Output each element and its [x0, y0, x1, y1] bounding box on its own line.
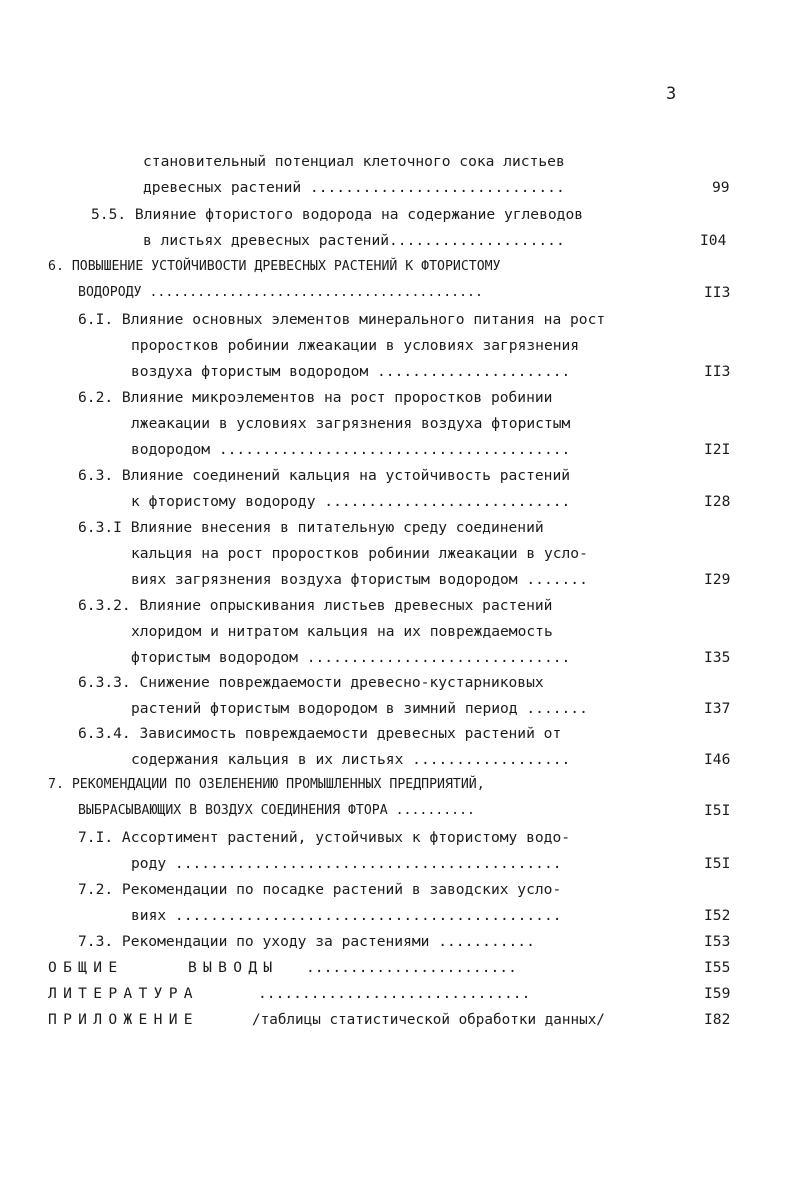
toc-line: хлоридом и нитратом кальция на их повреждаемость	[131, 623, 553, 640]
toc-chapter-title: ВЫВОДЫ	[188, 959, 279, 976]
toc-page-number: I82	[704, 1011, 731, 1028]
toc-line: 6.3.4. Зависимость повреждаемости древесных растений от	[78, 725, 562, 742]
toc-line: 6.3.3. Снижение повреждаемости древесно-кустарниковых	[78, 674, 544, 691]
toc-line: 6.3.I Влияние внесения в питательную среду соединений	[78, 519, 544, 536]
toc-line: роду ............................................	[131, 855, 562, 872]
toc-line: фтористым водородом ..............................	[131, 649, 571, 666]
toc-line: 6.I. Влияние основных элементов минерального питания на рост	[78, 311, 606, 328]
toc-page-number: I04	[700, 232, 727, 249]
toc-line: 7.I. Ассортимент растений, устойчивых к фтористому водо-	[78, 829, 571, 846]
toc-line: к фтористому водороду ............................	[131, 493, 571, 510]
toc-chapter-title: ЛИТЕРАТУРА	[48, 985, 199, 1002]
toc-page-number: I46	[704, 751, 731, 768]
toc-line: проростков робинии лжеакации в условиях загрязнения	[131, 337, 580, 354]
toc-page-number: I2I	[704, 441, 731, 458]
toc-chapter-title: ОБЩИЕ	[48, 959, 124, 976]
toc-page-number: I37	[704, 700, 731, 717]
toc-section-heading: 6. ПОВЫШЕНИЕ УСТОЙЧИВОСТИ ДРЕВЕСНЫХ РАСТЕНИЙ К ФТОРИСТОМУ	[48, 259, 501, 274]
toc-line: содержания кальция в их листьях ..................	[131, 751, 571, 768]
toc-page-number: 99	[712, 179, 730, 196]
toc-line: 5.5. Влияние фтористого водорода на содержание углеводов	[91, 206, 584, 223]
toc-line: воздуха фтористым водородом ......................	[131, 363, 571, 380]
toc-section-heading: ВЫБРАСЫВАЮЩИХ В ВОЗДУХ СОЕДИНЕНИЯ ФТОРА ..........	[78, 803, 475, 818]
toc-line: 7.2. Рекомендации по посадке растений в заводских усло-	[78, 881, 562, 898]
toc-page-number: I35	[704, 649, 731, 666]
toc-page-number: II3	[704, 284, 731, 301]
toc-line: в листьях древесных растений....................	[143, 232, 565, 249]
toc-line: 6.3. Влияние соединений кальция на устойчивость растений	[78, 467, 571, 484]
toc-line: растений фтористым водородом в зимний период .......	[131, 700, 588, 717]
toc-page-number: I59	[704, 985, 731, 1002]
toc-leader-dots: ...............................	[258, 985, 531, 1002]
page-number: 3	[666, 84, 677, 104]
toc-line: кальция на рост проростков робинии лжеакации в усло-	[131, 545, 588, 562]
toc-line: лжеакации в условиях загрязнения воздуха фтористым	[131, 415, 571, 432]
toc-page-number: II3	[704, 363, 731, 380]
toc-page-number: I52	[704, 907, 731, 924]
toc-line: виях загрязнения воздуха фтористым водородом .......	[131, 571, 588, 588]
toc-page-number: I29	[704, 571, 731, 588]
toc-page-number: I5I	[704, 855, 731, 872]
toc-page-number: I53	[704, 933, 731, 950]
toc-page-number: I28	[704, 493, 731, 510]
toc-section-heading: 7. РЕКОМЕНДАЦИИ ПО ОЗЕЛЕНЕНИЮ ПРОМЫШЛЕННЫХ ПРЕДПРИЯТИЙ,	[48, 777, 485, 792]
toc-line: 6.2. Влияние микроэлементов на рост проростков робинии	[78, 389, 553, 406]
toc-line: водородом ........................................	[131, 441, 571, 458]
toc-chapter-title: ПРИЛОЖЕНИЕ	[48, 1011, 199, 1028]
toc-line: виях ............................................	[131, 907, 562, 924]
toc-page-number: I5I	[704, 802, 731, 819]
toc-line: /таблицы статистической обработки данных/	[252, 1012, 605, 1028]
toc-line: становительный потенциал клеточного сока листьев	[143, 153, 565, 170]
toc-section-heading: ВОДОРОДУ ..........................................	[78, 285, 483, 300]
toc-line: древесных растений .............................	[143, 179, 565, 196]
toc-page-number: I55	[704, 959, 731, 976]
toc-line: 6.3.2. Влияние опрыскивания листьев древесных растений	[78, 597, 553, 614]
toc-leader-dots: ........................	[306, 959, 517, 976]
toc-line: 7.3. Рекомендации по уходу за растениями ...........	[78, 933, 535, 950]
